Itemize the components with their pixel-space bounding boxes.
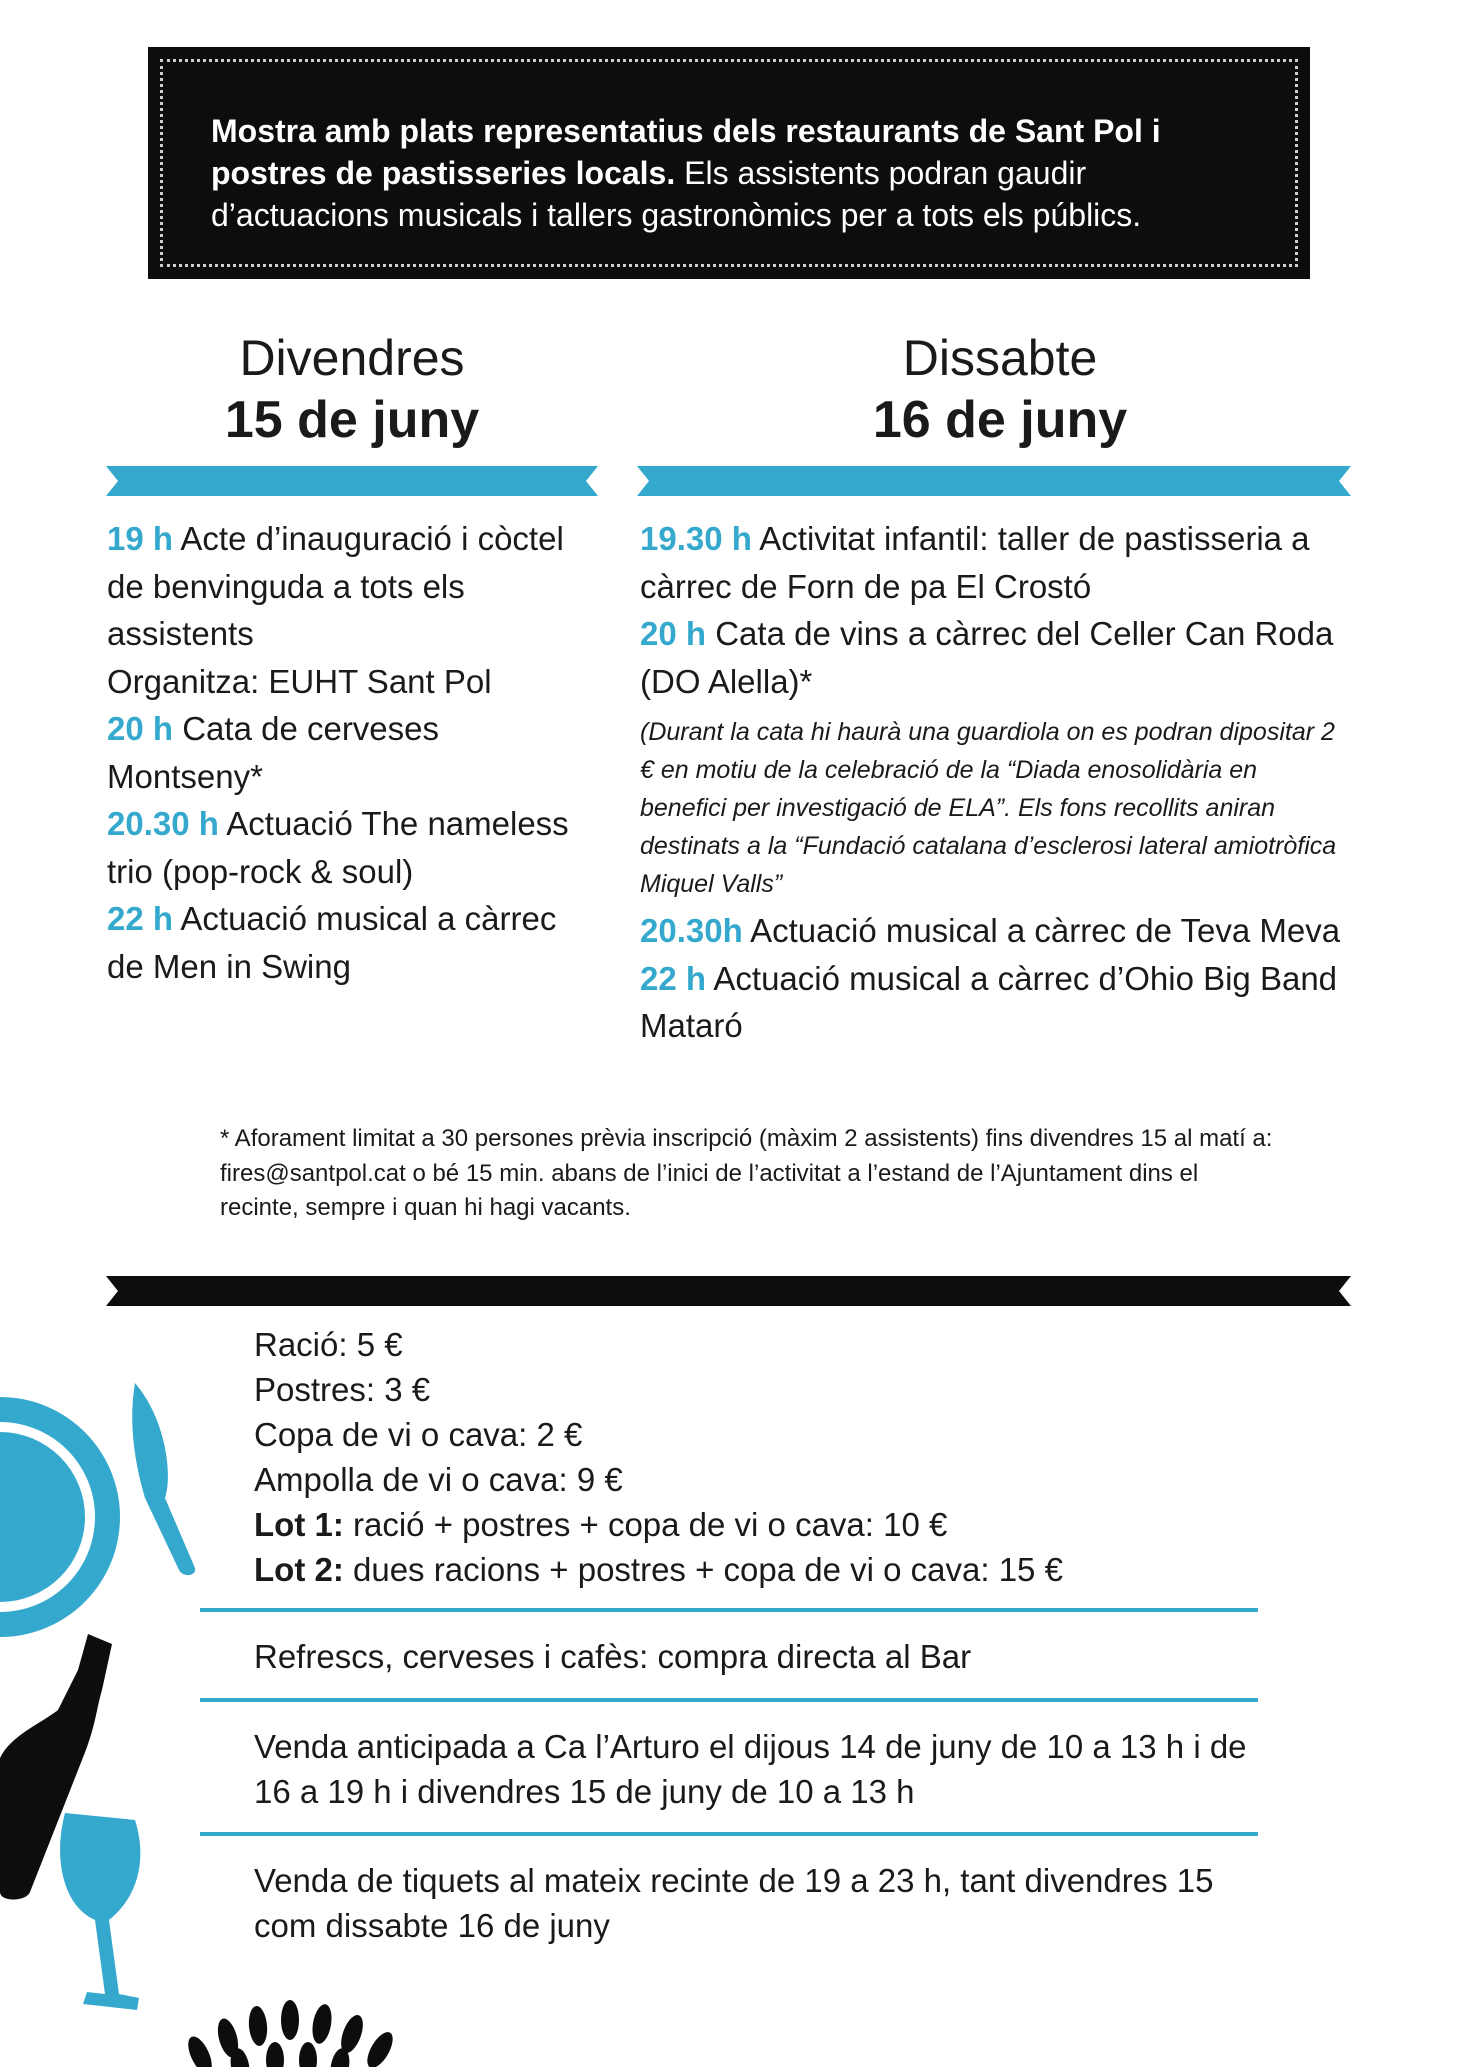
intro-bold: Mostra amb plats representatius dels restaurants de Sant Pol i postres de pastisseries locals. xyxy=(211,113,1161,191)
saturday-schedule xyxy=(640,515,1350,1050)
friday-date: 15 de juny xyxy=(224,391,480,449)
saturday-header xyxy=(720,328,1280,452)
saturday-day: Dissabte xyxy=(902,330,1098,386)
saturday-item: 19.30 h Activitat infantil: taller de pastisseria a càrrec de Forn de pa El Crostó xyxy=(640,520,1310,605)
friday-item: 19 h Acte d’inauguració i còctel de benvinguda a tots els assistents xyxy=(107,520,564,652)
intro-text xyxy=(160,59,1298,267)
footnote: * Aforament limitat a 30 persones prèvia inscripció (màxim 2 assistents) fins divendres 15 al matí a: fires@santpol.cat o bé 15 min. abans de l’inici de l’activitat a l’estand de l’Ajuntament dins el recinte, sempre i quan hi hagi vacants. xyxy=(220,1125,1273,1221)
friday-item: 20 h Cata de cerveses Montseny* xyxy=(107,710,440,795)
friday-day: Divendres xyxy=(239,330,465,386)
price-item: Copa de vi o cava: 2 € xyxy=(254,1416,583,1453)
price-list xyxy=(254,1322,1063,1592)
lot-2: Lot 2: dues racions + postres + copa de vi o cava: 15 € xyxy=(254,1551,1063,1588)
saturday-ribbon xyxy=(637,466,1351,496)
lot-1: Lot 1: ració + postres + copa de vi o cava: 10 € xyxy=(254,1506,948,1543)
friday-item: Organitza: EUHT Sant Pol xyxy=(107,662,492,700)
saturday-date: 16 de juny xyxy=(872,391,1128,449)
price-item: Postres: 3 € xyxy=(254,1371,431,1408)
saturday-item: 20 h Cata de vins a càrrec del Celler Can Roda (DO Alella)* xyxy=(640,615,1334,700)
friday-ribbon xyxy=(106,466,598,496)
friday-header xyxy=(72,328,632,452)
price-item: Ració: 5 € xyxy=(254,1326,403,1363)
saturday-item: 20.30h Actuació musical a càrrec de Teva Meva xyxy=(640,912,1341,949)
leaf-logo-icon xyxy=(180,1990,410,2067)
presale-info: Venda anticipada a Ca l’Arturo el dijous 14 de juny de 10 a 13 h i de 16 a 19 h i divendres 15 de juny de 10 a 13 h xyxy=(254,1728,1247,1810)
bar-info: Refrescs, cerveses i cafès: compra directa al Bar xyxy=(254,1638,972,1675)
saturday-note: (Durant la cata hi haurà una guardiola on es podran dipositar 2 € en motiu de la celebració de la “Diada enosolidària en benefici per investigació de ELA”. Els fons recollits aniran destinats a la “Fundació catalana d’esclerosi lateral amiotròfica Miquel Valls” xyxy=(640,718,1337,898)
separator xyxy=(200,1832,1258,1836)
saturday-item: 22 h Actuació musical a càrrec d’Ohio Big Band Mataró xyxy=(640,959,1338,1044)
tickets-info: Venda de tiquets al mateix recinte de 19 a 23 h, tant divendres 15 com dissabte 16 de juny xyxy=(254,1862,1214,1944)
separator xyxy=(200,1608,1258,1612)
intro-rest: Els assistents podran gaudir d’actuacions musicals i tallers gastronòmics per a tots els públics. xyxy=(211,155,1142,233)
intro-box xyxy=(148,47,1310,279)
wine-glass-icon xyxy=(55,1808,155,2018)
friday-item: 20.30 h Actuació The nameless trio (pop-rock & soul) xyxy=(107,805,569,890)
friday-schedule xyxy=(107,515,587,990)
price-item: Ampolla de vi o cava: 9 € xyxy=(254,1461,623,1498)
friday-item: 22 h Actuació musical a càrrec de Men in Swing xyxy=(107,900,557,985)
knife-icon xyxy=(125,1378,205,1578)
plate-icon xyxy=(0,1395,120,1640)
black-ribbon xyxy=(106,1276,1351,1306)
separator xyxy=(200,1698,1258,1702)
